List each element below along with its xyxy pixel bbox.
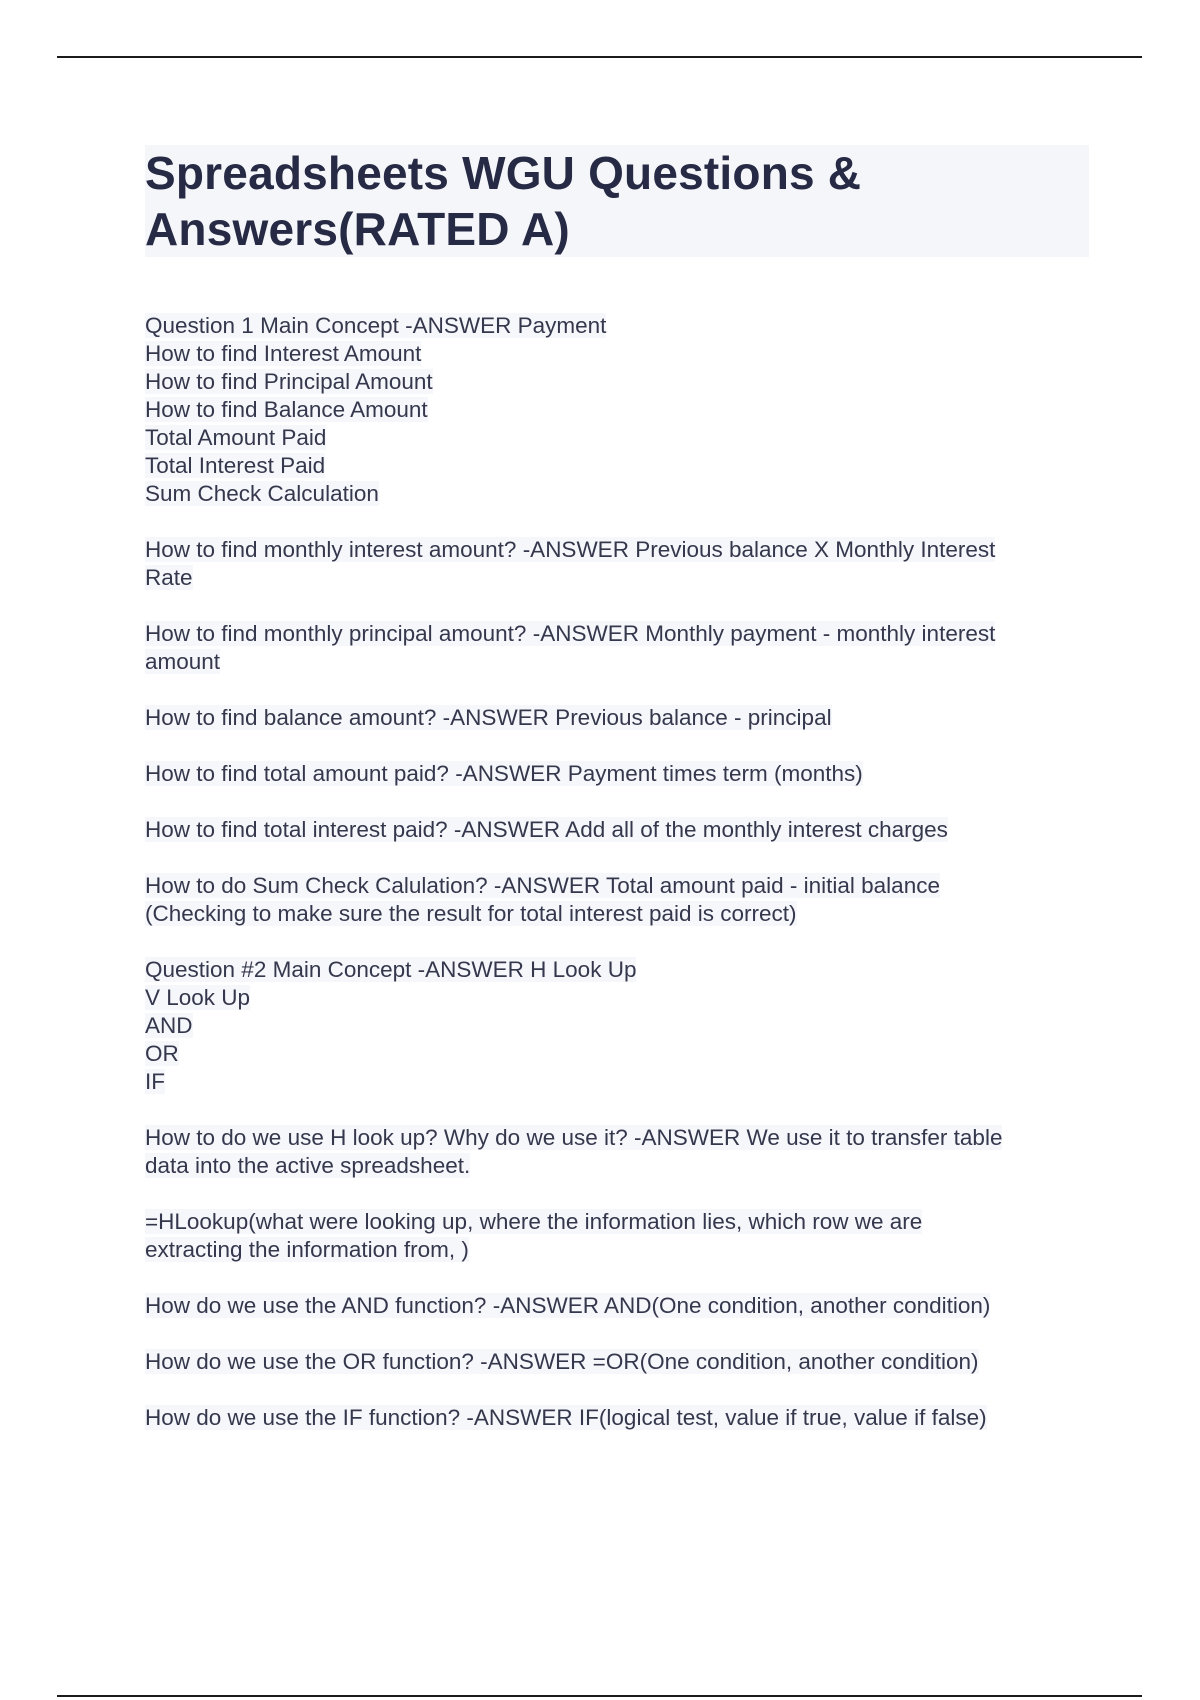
qa-line: [145, 424, 1095, 452]
qa-line-text: How to find monthly principal amount? -ANSWER Monthly payment - monthly interest: [145, 621, 996, 646]
qa-block: [145, 1292, 1095, 1320]
qa-block: [145, 872, 1095, 928]
qa-line: [145, 704, 1095, 732]
qa-line: [145, 1236, 1095, 1264]
qa-line-text: How do we use the IF function? -ANSWER IF(logical test, value if true, value if false): [145, 1405, 987, 1430]
qa-line-text: How to find total amount paid? -ANSWER Payment times term (months): [145, 761, 863, 786]
qa-line: [145, 1348, 1095, 1376]
page-title: [145, 145, 1089, 257]
qa-line-text: Question 1 Main Concept -ANSWER Payment: [145, 313, 607, 338]
qa-line-text: OR: [145, 1041, 179, 1066]
qa-line: [145, 956, 1095, 984]
qa-line: [145, 900, 1095, 928]
qa-block: [145, 1124, 1095, 1180]
qa-line-text: Total Amount Paid: [145, 425, 327, 450]
qa-line: [145, 1292, 1095, 1320]
qa-line: [145, 1152, 1095, 1180]
qa-line: [145, 648, 1095, 676]
qa-line-text: IF: [145, 1069, 165, 1094]
qa-block: [145, 536, 1095, 592]
qa-line-text: Sum Check Calculation: [145, 481, 379, 506]
qa-line: [145, 984, 1095, 1012]
qa-line: [145, 452, 1095, 480]
qa-line: [145, 1404, 1095, 1432]
qa-line-text: How to find monthly interest amount? -ANSWER Previous balance X Monthly Interest: [145, 537, 996, 562]
qa-line-text: How do we use the AND function? -ANSWER AND(One condition, another condition): [145, 1293, 991, 1318]
qa-block: [145, 816, 1095, 844]
qa-line: [145, 312, 1095, 340]
qa-line-text: How to do we use H look up? Why do we use it? -ANSWER We use it to transfer table: [145, 1125, 1003, 1150]
qa-block: [145, 620, 1095, 676]
qa-line-text: data into the active spreadsheet.: [145, 1153, 471, 1178]
qa-line: [145, 368, 1095, 396]
qa-line-text: amount: [145, 649, 221, 674]
qa-line-text: How to find total interest paid? -ANSWER Add all of the monthly interest charges: [145, 817, 948, 842]
qa-line-text: =HLookup(what were looking up, where the information lies, which row we are: [145, 1209, 923, 1234]
qa-line-text: How to find balance amount? -ANSWER Previous balance - principal: [145, 705, 832, 730]
qa-line-text: Question #2 Main Concept -ANSWER H Look Up: [145, 957, 637, 982]
qa-block: [145, 1208, 1095, 1264]
qa-block: [145, 760, 1095, 788]
qa-line: [145, 536, 1095, 564]
qa-block: [145, 312, 1095, 508]
qa-line-text: AND: [145, 1013, 193, 1038]
qa-line-text: How to find Interest Amount: [145, 341, 422, 366]
bottom-divider: [57, 1695, 1142, 1697]
qa-line-text: extracting the information from, ): [145, 1237, 469, 1262]
qa-line-text: How do we use the OR function? -ANSWER =OR(One condition, another condition): [145, 1349, 979, 1374]
qa-line: [145, 1208, 1095, 1236]
qa-line: [145, 564, 1095, 592]
qa-content: [145, 312, 1095, 1460]
qa-block: [145, 1348, 1095, 1376]
qa-line: [145, 760, 1095, 788]
qa-line: [145, 872, 1095, 900]
qa-line: [145, 1068, 1095, 1096]
qa-line: [145, 1040, 1095, 1068]
qa-line-text: Total Interest Paid: [145, 453, 326, 478]
title-line-2: Answers(RATED A): [145, 203, 570, 255]
qa-line: [145, 620, 1095, 648]
qa-line: [145, 1012, 1095, 1040]
qa-line-text: How to find Balance Amount: [145, 397, 428, 422]
qa-block: [145, 956, 1095, 1096]
qa-line: [145, 816, 1095, 844]
qa-line-text: How to do Sum Check Calulation? -ANSWER Total amount paid - initial balance: [145, 873, 940, 898]
qa-line: [145, 1124, 1095, 1152]
title-block: [145, 145, 1089, 257]
qa-line: [145, 396, 1095, 424]
title-line-1: Spreadsheets WGU Questions &: [145, 147, 862, 199]
qa-block: [145, 704, 1095, 732]
qa-line: [145, 480, 1095, 508]
qa-line: [145, 340, 1095, 368]
qa-line-text: Rate: [145, 565, 193, 590]
top-divider: [57, 56, 1142, 58]
qa-line-text: V Look Up: [145, 985, 251, 1010]
qa-block: [145, 1404, 1095, 1432]
qa-line-text: How to find Principal Amount: [145, 369, 433, 394]
qa-line-text: (Checking to make sure the result for total interest paid is correct): [145, 901, 797, 926]
